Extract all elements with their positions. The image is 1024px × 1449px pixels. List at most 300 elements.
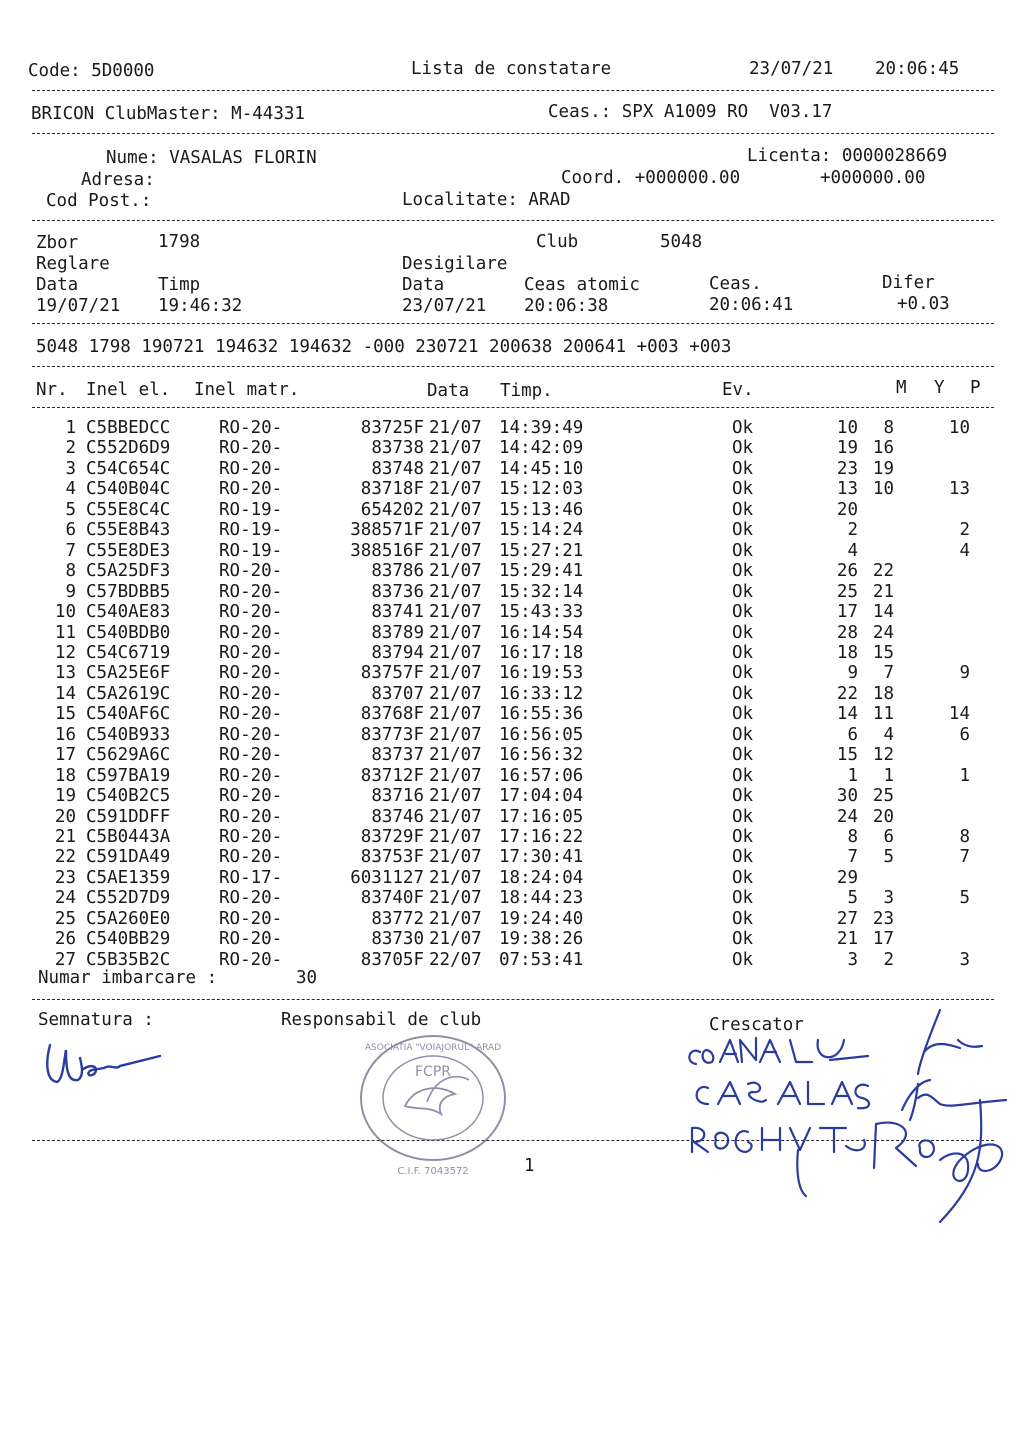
rank-y: 12 [872,745,894,766]
row-number: 5 [65,499,76,520]
ring-number: 83705F [360,949,424,970]
electronic-ring: C597BA19 [86,765,171,786]
electronic-ring: C5A2619C [86,683,171,704]
setting-label: Reglare [36,254,110,274]
row-number: 11 [54,622,76,643]
arrival-date: 21/07 [429,908,482,929]
divider [32,407,994,408]
arrival-time: 16:17:18 [499,642,584,663]
rank-p: 13 [948,479,970,500]
divider [32,133,994,134]
rank-m: 4 [847,540,858,561]
unsealing-date-label: Data [402,275,445,295]
stamp-cif: C.I.F. 7043572 [397,1166,469,1177]
rank-y: 10 [872,479,894,500]
table-row [0,766,1024,786]
table-row [0,520,1024,540]
arrival-date: 21/07 [429,867,482,888]
clock-id: Ceas.: SPX A1009 RO V03.17 [548,102,833,122]
rank-m: 6 [847,724,858,745]
arrival-time: 19:38:26 [499,929,584,950]
setting-time-label: Timp [158,275,201,295]
rank-m: 3 [847,949,858,970]
rank-m: 25 [836,581,858,602]
table-row [0,684,1024,704]
electronic-ring: C5A25DF3 [86,561,171,582]
rank-p: 4 [959,540,970,561]
arrival-time: 16:33:12 [499,683,584,704]
arrival-time: 15:12:03 [499,479,584,500]
table-row [0,500,1024,520]
table-row [0,623,1024,643]
row-number: 2 [65,438,76,459]
electronic-ring: C5629A6C [86,745,171,766]
report-time: 20:06:45 [875,59,960,79]
ring-number: 83789 [371,622,424,643]
arrival-time: 14:45:10 [499,458,584,479]
electronic-ring: C5BBEDCC [86,418,171,438]
electronic-ring: C54C6719 [86,642,171,663]
ring-number: 83741 [371,602,424,623]
ring-prefix: RO-20- [219,622,283,643]
rank-m: 1 [847,765,858,786]
ring-number: 83740F [360,888,424,909]
electronic-ring: C5B0443A [86,827,171,847]
divider [32,366,994,367]
ring-number: 83707 [371,683,424,704]
row-number: 14 [54,683,76,704]
arrival-date: 21/07 [429,683,482,704]
rank-m: 2 [847,520,858,541]
setting-time: 19:46:32 [158,296,243,316]
ring-number: 83729F [360,827,424,847]
arrival-time: 16:14:54 [499,622,584,643]
arrival-time: 17:16:22 [499,827,584,847]
ring-prefix: RO-20- [219,458,283,479]
event-status: Ok [732,949,754,970]
table-row [0,418,1024,438]
ring-prefix: RO-20- [219,663,283,684]
arrival-time: 16:56:05 [499,724,584,745]
rank-y: 16 [872,438,894,459]
ring-number: 6031127 [350,867,424,888]
arrival-time: 18:24:04 [499,867,584,888]
rank-y: 17 [872,929,894,950]
row-number: 15 [54,704,76,725]
electronic-ring: C540BB29 [86,929,171,950]
column-y: Y [934,378,945,398]
table-row [0,541,1024,561]
arrival-date: 21/07 [429,499,482,520]
arrival-date: 21/07 [429,663,482,684]
ring-number: 83753F [360,847,424,868]
flight-number: 1798 [158,232,201,252]
clock-time: 20:06:41 [709,295,794,315]
arrival-date: 21/07 [429,602,482,623]
ring-number: 83794 [371,642,424,663]
rank-y: 7 [883,663,894,684]
rank-m: 22 [836,683,858,704]
event-status: Ok [732,765,754,786]
electronic-ring: C55E8B43 [86,520,171,541]
row-number: 27 [54,949,76,970]
ring-prefix: RO-20- [219,765,283,786]
column-m: M [896,378,907,398]
club-responsible-label: Responsabil de club [281,1010,482,1030]
locality: Localitate: ARAD [402,190,571,210]
event-status: Ok [732,745,754,766]
event-status: Ok [732,888,754,909]
row-number: 3 [65,458,76,479]
electronic-ring: C540B933 [86,724,171,745]
rank-m: 13 [836,479,858,500]
event-status: Ok [732,438,754,459]
column-nr: Nr. [36,380,68,400]
rank-m: 14 [836,704,858,725]
ring-prefix: RO-20- [219,949,283,970]
arrival-date: 21/07 [429,724,482,745]
ring-prefix: RO-20- [219,704,283,725]
arrival-time: 17:04:04 [499,786,584,807]
divider [32,323,994,324]
ring-prefix: RO-20- [219,847,283,868]
row-number: 18 [54,765,76,786]
address-label: Adresa: [81,170,155,190]
divider [32,90,994,91]
handwritten-signature [47,1045,160,1082]
rank-y: 15 [872,642,894,663]
electronic-ring: C5B35B2C [86,949,171,970]
arrival-time: 17:16:05 [499,806,584,827]
table-row [0,745,1024,765]
club-label: Club [536,232,579,252]
ring-number: 83738 [371,438,424,459]
ring-prefix: RO-20- [219,888,283,909]
unsealing-date: 23/07/21 [402,296,487,316]
table-row [0,888,1024,908]
arrival-time: 15:13:46 [499,499,584,520]
row-number: 22 [54,847,76,868]
table-row [0,438,1024,458]
embarked-count: 30 [296,968,318,988]
club-stamp [361,1036,505,1177]
row-number: 21 [54,827,76,847]
table-row [0,868,1024,888]
event-status: Ok [732,683,754,704]
rank-p: 1 [959,765,970,786]
row-number: 4 [65,479,76,500]
ring-number: 83736 [371,581,424,602]
rank-y: 24 [872,622,894,643]
rank-p: 9 [959,663,970,684]
rank-y: 5 [883,847,894,868]
rank-y: 1 [883,765,894,786]
stamp-fcpr: FCPR [415,1064,451,1080]
rank-m: 8 [847,827,858,847]
signature-line [32,1140,994,1141]
club-number: 5048 [660,232,703,252]
stamp-association: ASOCIATIA "VOIAJORUL" ARAD [364,1043,502,1053]
ring-number: 654202 [360,499,424,520]
ring-number: 83768F [360,704,424,725]
rank-m: 10 [836,418,858,438]
ring-number: 83772 [371,908,424,929]
row-number: 9 [65,581,76,602]
event-status: Ok [732,704,754,725]
arrival-date: 21/07 [429,479,482,500]
event-status: Ok [732,418,754,438]
ring-number: 388571F [350,520,424,541]
arrival-date: 21/07 [429,642,482,663]
summary-code-line: 5048 1798 190721 194632 194632 -000 230721 200638 200641 +003 +003 [36,337,732,357]
event-status: Ok [732,663,754,684]
rank-y: 18 [872,683,894,704]
rank-m: 7 [847,847,858,868]
table-row [0,725,1024,745]
event-status: Ok [732,540,754,561]
arrival-date: 21/07 [429,786,482,807]
rank-m: 30 [836,786,858,807]
rank-p: 14 [948,704,970,725]
arrival-time: 14:42:09 [499,438,584,459]
ring-number: 83773F [360,724,424,745]
rank-y: 2 [883,949,894,970]
rank-y: 4 [883,724,894,745]
ring-number: 83725F [360,418,424,438]
electronic-ring: C540B2C5 [86,786,171,807]
row-number: 16 [54,724,76,745]
arrival-time: 14:39:49 [499,418,584,438]
rank-m: 15 [836,745,858,766]
event-status: Ok [732,561,754,582]
rank-y: 23 [872,908,894,929]
arrival-date: 21/07 [429,458,482,479]
event-status: Ok [732,827,754,847]
ring-prefix: RO-20- [219,745,283,766]
arrival-date: 21/07 [429,418,482,438]
arrival-date: 21/07 [429,581,482,602]
rank-p: 2 [959,520,970,541]
ring-number: 83786 [371,561,424,582]
rank-y: 6 [883,827,894,847]
event-status: Ok [732,724,754,745]
electronic-ring: C591DDFF [86,806,171,827]
arrival-time: 15:43:33 [499,602,584,623]
rank-m: 17 [836,602,858,623]
arrival-date: 21/07 [429,929,482,950]
arrival-time: 16:19:53 [499,663,584,684]
event-status: Ok [732,929,754,950]
ring-prefix: RO-20- [219,724,283,745]
arrival-date: 21/07 [429,765,482,786]
table-row [0,561,1024,581]
arrival-date: 21/07 [429,806,482,827]
arrival-time: 15:29:41 [499,561,584,582]
row-number: 12 [54,642,76,663]
electronic-ring: C5AE1359 [86,867,171,888]
divider [32,999,994,1000]
license-number: Licenta: 0000028669 [747,146,948,166]
arrival-time: 19:24:40 [499,908,584,929]
electronic-ring: C540AE83 [86,602,171,623]
row-number: 26 [54,929,76,950]
ring-prefix: RO-20- [219,806,283,827]
arrival-time: 15:32:14 [499,581,584,602]
rank-m: 20 [836,499,858,520]
electronic-ring: C540AF6C [86,704,171,725]
event-status: Ok [732,602,754,623]
rank-y: 8 [883,418,894,438]
atomic-clock-label: Ceas atomic [524,275,640,295]
coordinates-label: Coord. +000000.00 [561,168,741,188]
ring-prefix: RO-17- [219,867,283,888]
arrival-date: 21/07 [429,827,482,847]
arrival-time: 16:55:36 [499,704,584,725]
rank-y: 11 [872,704,894,725]
ring-prefix: RO-20- [219,786,283,807]
event-status: Ok [732,908,754,929]
row-number: 1 [65,418,76,438]
arrival-date: 21/07 [429,520,482,541]
ring-prefix: RO-20- [219,581,283,602]
arrival-time: 07:53:41 [499,949,584,970]
clubmaster-id: BRICON ClubMaster: M-44331 [31,104,305,124]
row-number: 25 [54,908,76,929]
rank-m: 29 [836,867,858,888]
ring-prefix: RO-20- [219,602,283,623]
unsealing-label: Desigilare [402,254,508,274]
arrival-time: 18:44:23 [499,888,584,909]
arrival-date: 21/07 [429,745,482,766]
event-status: Ok [732,786,754,807]
row-number: 17 [54,745,76,766]
column-inel-matr: Inel matr. [194,380,300,400]
electronic-ring: C540B04C [86,479,171,500]
event-status: Ok [732,458,754,479]
difference-label: Difer [882,273,935,293]
rank-m: 27 [836,908,858,929]
rank-m: 21 [836,929,858,950]
arrival-time: 16:57:06 [499,765,584,786]
setting-date-label: Data [36,275,79,295]
table-row [0,643,1024,663]
document-code: Code: 5D0000 [28,61,155,81]
handwritten-name-1 [689,1038,868,1064]
rank-m: 5 [847,888,858,909]
rank-y: 22 [872,561,894,582]
report-date: 23/07/21 [749,59,834,79]
rank-y: 25 [872,786,894,807]
column-inel-el: Inel el. [86,380,171,400]
event-status: Ok [732,867,754,888]
electronic-ring: C5A260E0 [86,908,171,929]
ring-prefix: RO-20- [219,418,283,438]
rank-y: 20 [872,806,894,827]
rank-p: 10 [948,418,970,438]
ring-number: 388516F [350,540,424,561]
rank-y: 21 [872,581,894,602]
ring-prefix: RO-20- [219,929,283,950]
handwritten-signature-right [874,1010,1006,1222]
table-row [0,847,1024,867]
page-number: 1 [524,1156,535,1176]
ring-number: 83718F [360,479,424,500]
table-row [0,602,1024,622]
arrival-time: 15:14:24 [499,520,584,541]
table-row [0,459,1024,479]
arrival-date: 21/07 [429,561,482,582]
table-row [0,704,1024,724]
event-status: Ok [732,499,754,520]
column-p: P [970,378,981,398]
clock-label: Ceas. [709,274,762,294]
ring-prefix: RO-20- [219,438,283,459]
rank-p: 5 [959,888,970,909]
arrival-time: 16:56:32 [499,745,584,766]
event-status: Ok [732,847,754,868]
rank-y: 19 [872,458,894,479]
ring-number: 83737 [371,745,424,766]
rank-p: 6 [959,724,970,745]
row-number: 23 [54,867,76,888]
arrival-time: 15:27:21 [499,540,584,561]
rank-y: 3 [883,888,894,909]
row-number: 8 [65,561,76,582]
postal-code-label: Cod Post.: [46,191,152,211]
row-number: 10 [54,602,76,623]
column-ev: Ev. [722,380,754,400]
row-number: 20 [54,806,76,827]
electronic-ring: C54C654C [86,458,171,479]
ring-number: 83757F [360,663,424,684]
flight-label: Zbor [36,233,79,253]
arrival-date: 21/07 [429,540,482,561]
atomic-clock-time: 20:06:38 [524,296,609,316]
row-number: 6 [65,520,76,541]
ring-number: 83746 [371,806,424,827]
signature-label: Semnatura : [38,1010,154,1030]
ring-prefix: RO-20- [219,479,283,500]
ring-prefix: RO-19- [219,520,283,541]
ring-prefix: RO-20- [219,908,283,929]
ring-prefix: RO-20- [219,642,283,663]
electronic-ring: C57BDBB5 [86,581,171,602]
electronic-ring: C540BDB0 [86,622,171,643]
column-data: Data [427,381,470,401]
rank-p: 7 [959,847,970,868]
rank-y: 14 [872,602,894,623]
ring-prefix: RO-19- [219,540,283,561]
event-status: Ok [732,479,754,500]
arrival-date: 21/07 [429,438,482,459]
divider [32,220,994,221]
table-row [0,663,1024,683]
table-row [0,582,1024,602]
table-row [0,909,1024,929]
row-number: 24 [54,888,76,909]
rank-m: 18 [836,642,858,663]
arrival-date: 21/07 [429,704,482,725]
column-timp: Timp. [500,381,553,401]
row-number: 13 [54,663,76,684]
rank-m: 23 [836,458,858,479]
rank-m: 9 [847,663,858,684]
coordinates-value: +000000.00 [820,168,926,188]
ring-prefix: RO-20- [219,561,283,582]
table-row [0,807,1024,827]
arrival-time: 17:30:41 [499,847,584,868]
electronic-ring: C591DA49 [86,847,171,868]
